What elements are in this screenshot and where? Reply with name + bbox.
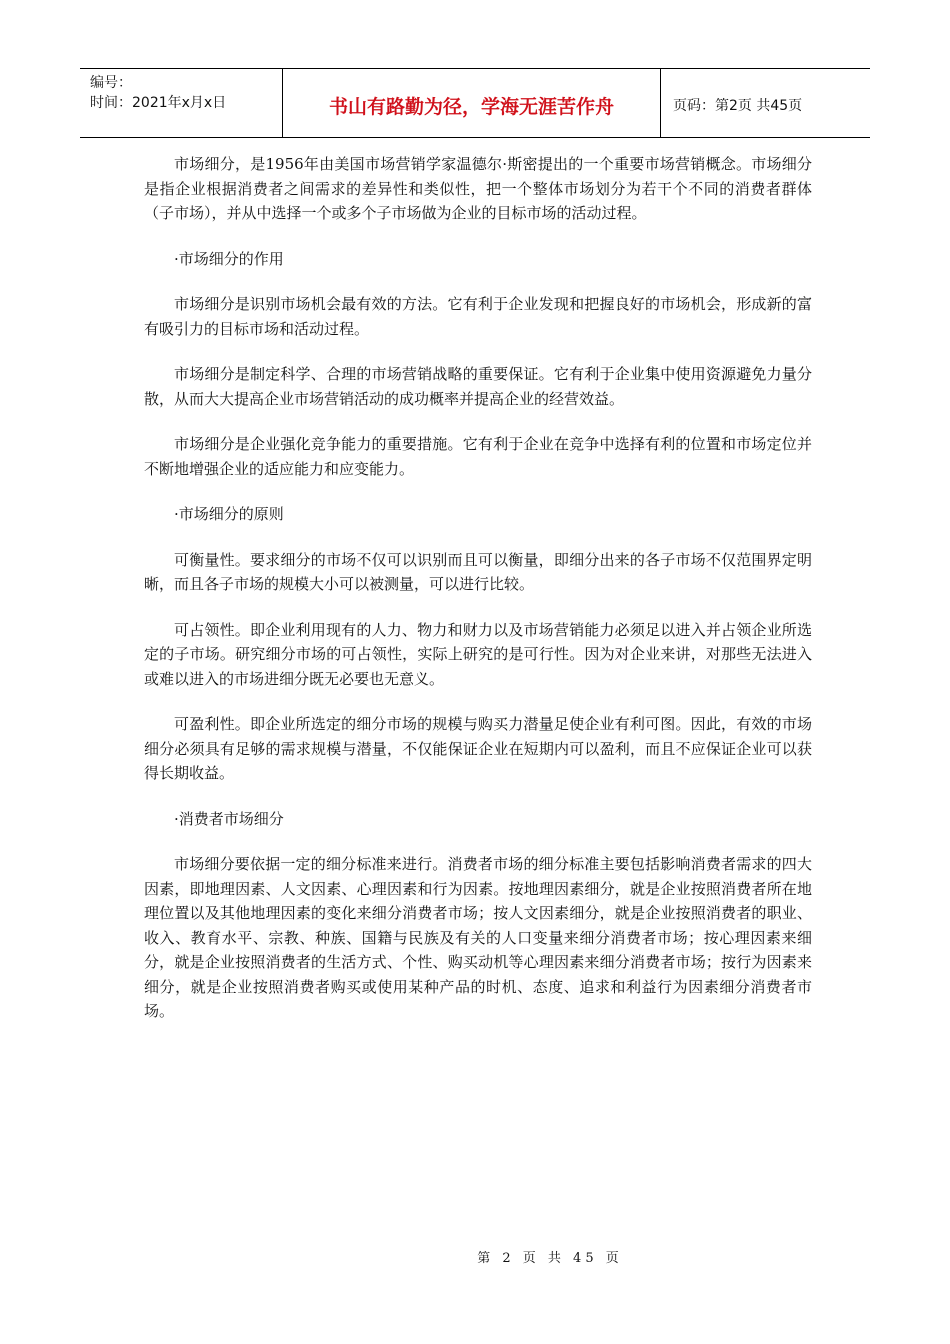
paragraph: 市场细分是识别市场机会最有效的方法。它有利于企业发现和把握良好的市场机会，形成新的富有吸引力的目标市场和活动过程。 — [144, 295, 812, 338]
section-heading: ·市场细分的原则 — [174, 505, 284, 523]
page-header — [80, 68, 870, 138]
section-heading: ·消费者市场细分 — [174, 809, 284, 828]
header-motto: 书山有路勤为径，学海无涯苦作舟 — [283, 69, 661, 137]
paragraph: 可盈利性。即企业所选定的细分市场的规模与购买力潜量足使企业有利可图。因此，有效的市场细分必须具有足够的需求规模与潜量，不仅能保证企业在短期内可以盈利，而且不应保证企业可以获得长期收益。 — [144, 715, 812, 782]
paragraph: 市场细分，是1956年由美国市场营销学家温德尔·斯密提出的一个重要市场营销概念。市场细分是指企业根据消费者之间需求的差异性和类似性，把一个整体市场划分为若干个不同的消费者群体（子市场），并从中选择一个或多个子市场做为企业的目标市场的活动过程。 — [144, 155, 812, 222]
document-number-label: 编号： — [90, 75, 132, 91]
header-meta — [80, 69, 283, 137]
header-page-info: 页码：第2页 共45页 — [673, 98, 803, 114]
page-footer: 第 2 页 共 45 页 — [477, 1251, 623, 1266]
paragraph: 可占领性。即企业利用现有的人力、物力和财力以及市场营销能力必须足以进入并占领企业所选定的子市场。研究细分市场的可占领性，实际上研究的是可行性。因为对企业来讲，对那些无法进入或难以进入的市场进细分既无必要也无意义。 — [144, 620, 812, 688]
paragraph: 市场细分要依据一定的细分标准来进行。消费者市场的细分标准主要包括影响消费者需求的四大因素，即地理因素、人文因素、心理因素和行为因素。按地理因素细分，就是企业按照消费者所在地理位置以及其他地理因素的变化来细分消费者市场；按人文因素细分，就是企业按照消费者的职业、收入、教育水平、宗教、种族、国籍与民族及有关的人口变量来细分消费者市场；按心理因素来细分，就是企业按照消费者的生活方式、个性、购买动机等心理因素来细分消费者市场；按行为因素来细分，就是企业按照消费者购买或使用某种产品的时机、态度、追求和利益行为因素细分消费者市场。 — [144, 855, 812, 1020]
section-heading: ·市场细分的作用 — [174, 249, 284, 268]
paragraph: 市场细分是企业强化竞争能力的重要措施。它有利于企业在竞争中选择有利的位置和市场定位并不断地增强企业的适应能力和应变能力。 — [144, 435, 812, 478]
paragraph: 可衡量性。要求细分的市场不仅可以识别而且可以衡量，即细分出来的各子市场不仅范围界定明晰，而且各子市场的规模大小可以被测量，可以进行比较。 — [144, 550, 812, 593]
document-body — [144, 152, 812, 1024]
document-time-label: 时间：2021年x月x日 — [90, 95, 227, 111]
paragraph: 市场细分是制定科学、合理的市场营销战略的重要保证。它有利于企业集中使用资源避免力量分散，从而大大提高企业市场营销活动的成功概率并提高企业的经营效益。 — [144, 365, 812, 408]
